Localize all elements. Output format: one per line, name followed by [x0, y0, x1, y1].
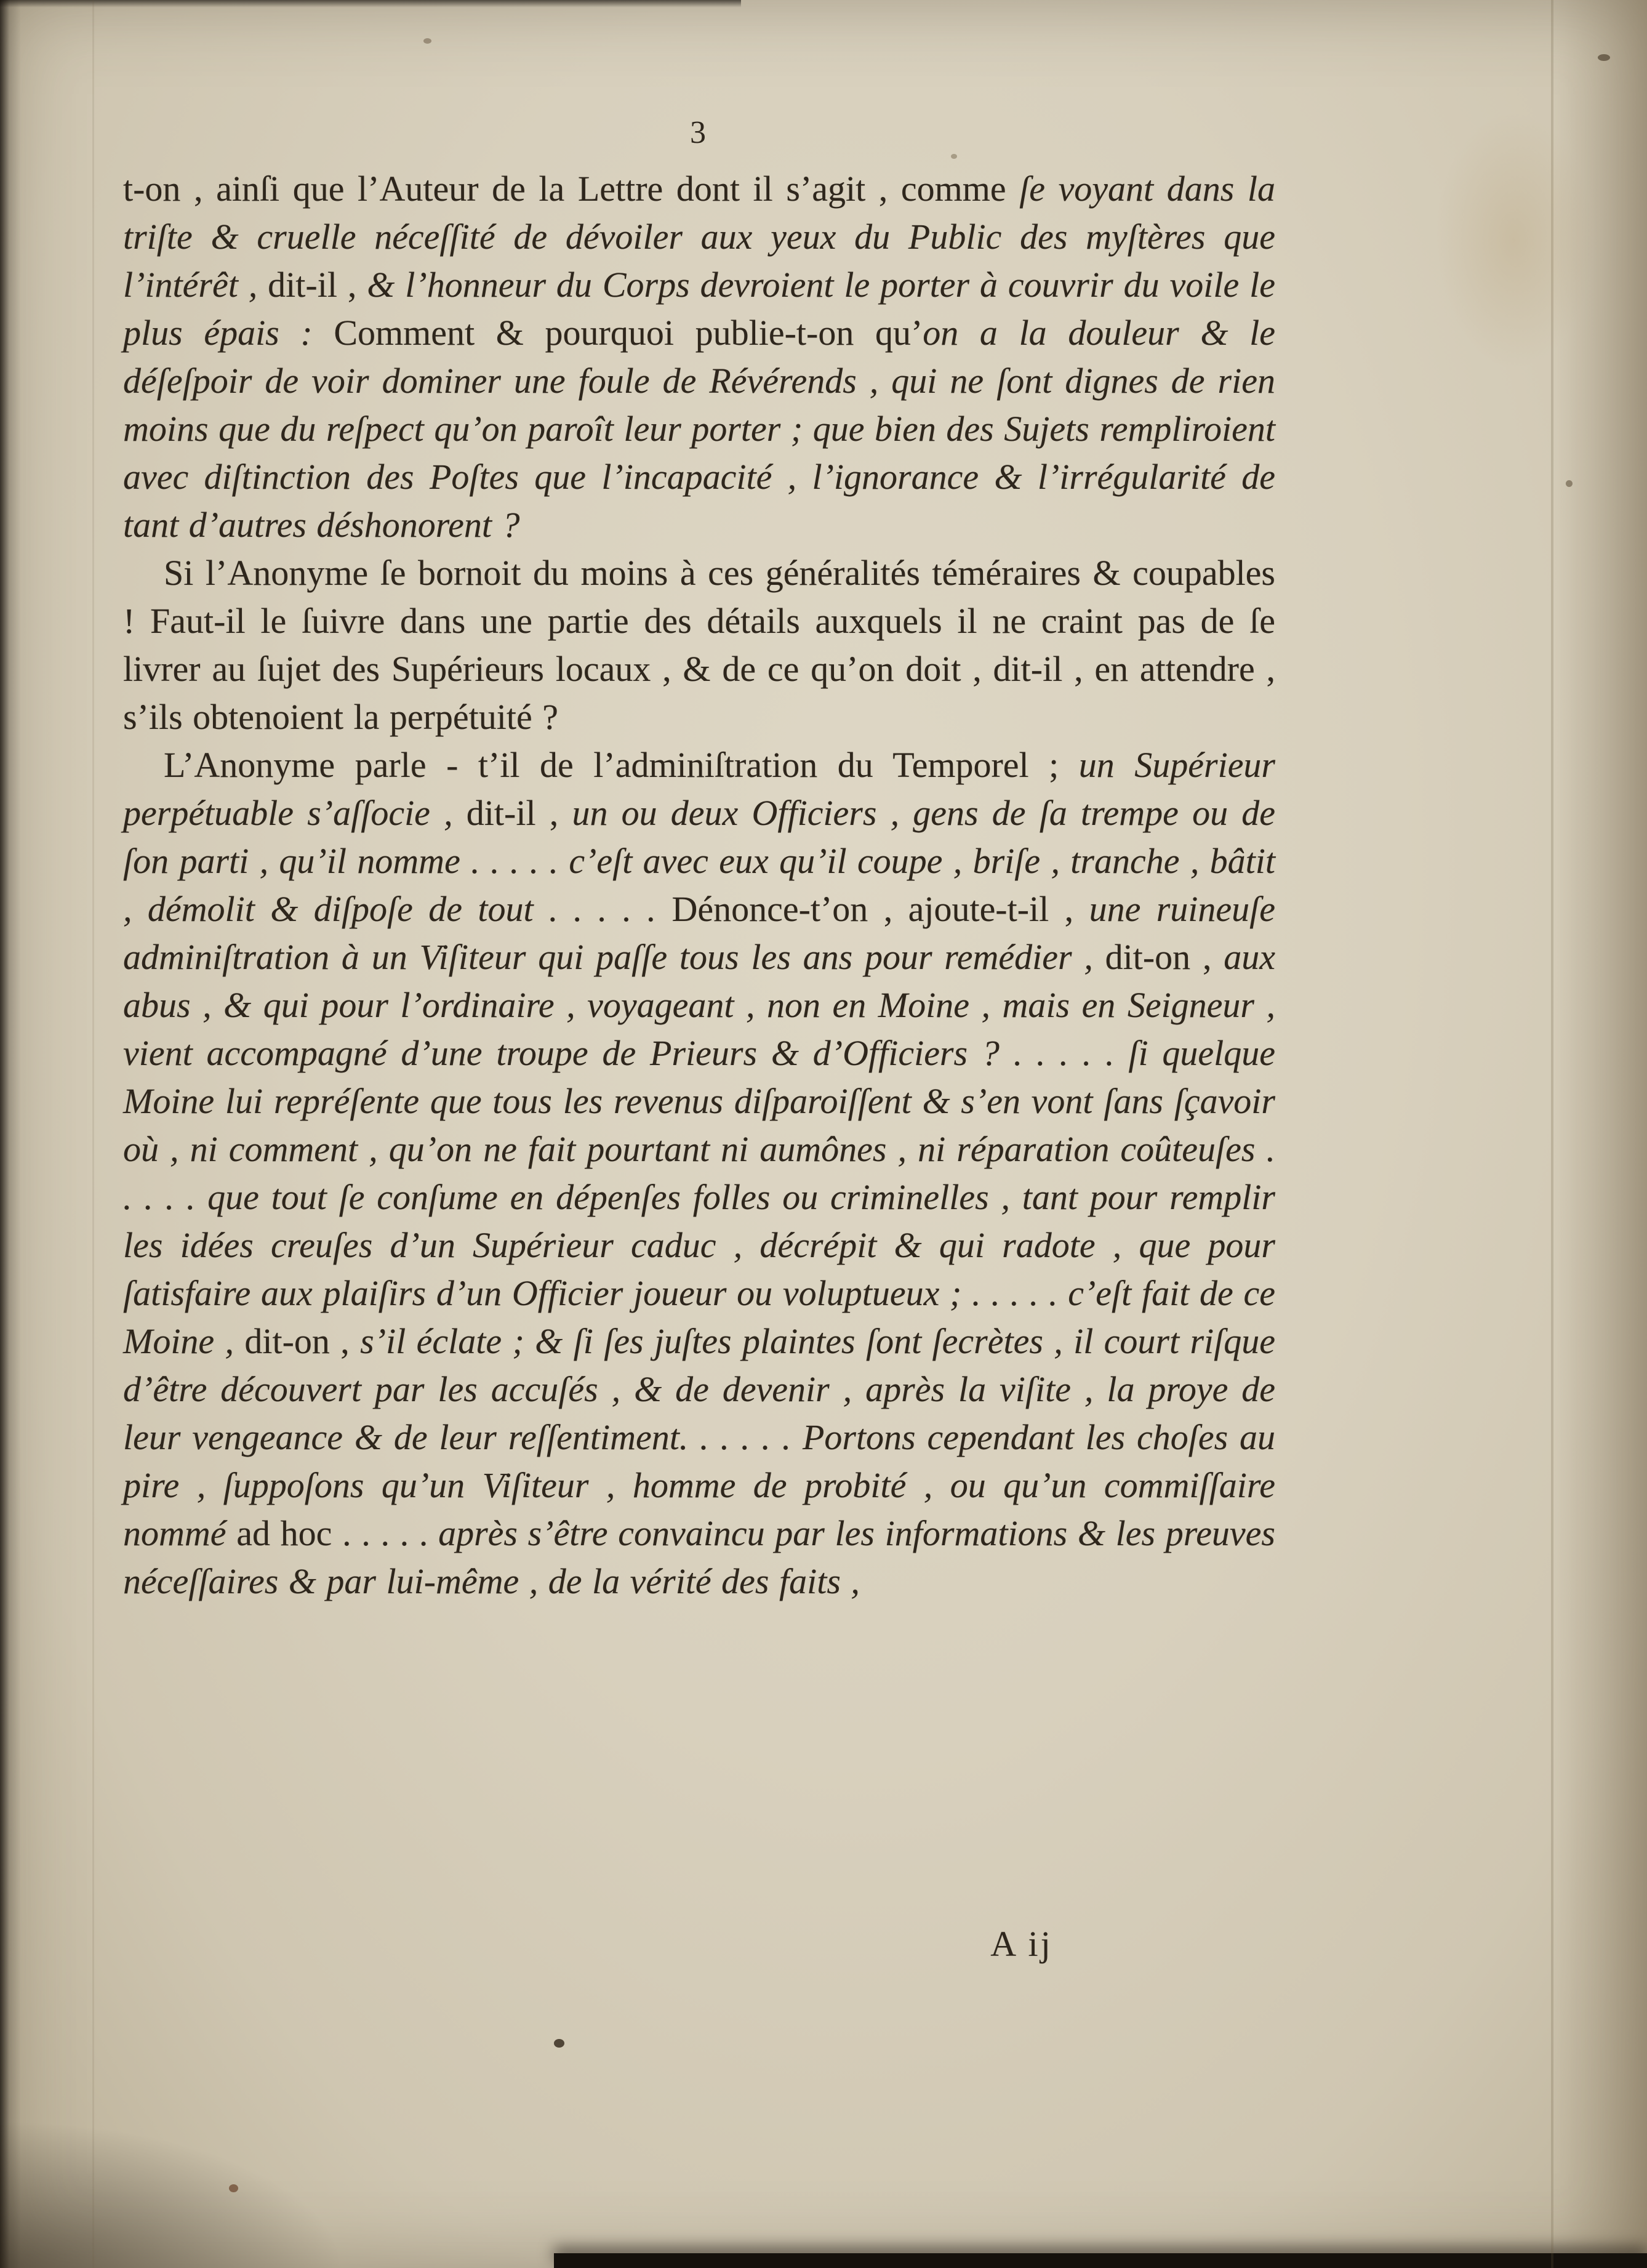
text-segment-roman: dit-il , [268, 265, 367, 305]
stain [951, 154, 957, 159]
signature-mark: A ij [990, 1924, 1053, 1964]
text-segment-roman: L’Anonyme parle - t’il de l’adminiſtration du Temporel ; [164, 745, 1079, 785]
text-segment-roman: Si l’Anonyme ſe bornoit du moins à ces généralités téméraires & coupables ! Faut-il le ſuivre dans une partie des détails auxquels il ne craint pas de ſe livrer au ſujet des Supérieurs locaux , & de ce qu’on doit , dit-il , en attendre , s’ils obtenoient la perpétuité ? [123, 553, 1275, 737]
stain [554, 2039, 564, 2048]
text-segment-roman: dit-il , [466, 793, 572, 833]
page-edge-shadow-right [1555, 0, 1647, 2268]
text-segment-italic: & l’honneur du Corps devroient le porter à couvrir du voile le plus épais : [123, 265, 1275, 353]
text-segment-italic: un Supérieur perpétuable s’aſſocie , [123, 745, 1276, 833]
paper-blotch [1434, 111, 1594, 369]
page-edge-shadow-left [0, 0, 21, 2268]
text-segment-roman: t-on , ainſi que l’Auteur de la Lettre dont il s’agit , comme [123, 169, 1020, 209]
stain [1598, 54, 1610, 61]
text-segment-roman: Dénonce-t’on , ajoute-t-il , [671, 889, 1089, 929]
text-segment-roman: ad hoc . . . . . [236, 1513, 439, 1553]
text-segment-roman: dit-on , [244, 1321, 361, 1361]
paragraph [123, 741, 1275, 1606]
text-segment-italic: après s’être convaincu par les informations & les preuves néceſſaires & par lui-même , de la vérité des faits , [123, 1513, 1275, 1601]
text-segment-roman: Comment & pourquoi publie-t-on qu’ [334, 313, 923, 353]
text-segment-italic: on a la douleur & le déſeſpoir de voir dominer une foule de Révérends , qui ne ſont dignes de rien moins que du reſpect qu’on paroît leur porter ; que bien des Sujets rempliroient avec diſtinction des Poſtes que l’incapacité , l’ignorance & l’irrégularité de tant d’autres déshonorent ? [123, 313, 1276, 545]
text-segment-italic: une ruineuſe adminiſtration à un Viſiteur qui paſſe tous les ans pour remédier , [123, 889, 1275, 977]
paragraph [123, 165, 1275, 549]
paper-crease [92, 0, 94, 2268]
text-segment-italic: aux abus , & qui pour l’ordinaire , voyageant , non en Moine , mais en Seigneur , vient accompagné d’une troupe de Prieurs & d’Officiers ? . . . . . ſi quelque Moine lui repréſente que tous les revenus diſparoiſſent & s’en vont ſans ſçavoir où , ni comment , qu’on ne fait pourtant ni aumônes , ni réparation coûteuſes . . . . . que tout ſe conſume en dépenſes folles ou criminelles , tant pour remplir les idées creuſes d’un Supérieur caduc , décrépit & qui radote , que pour ſatisfaire aux plaiſirs d’un Officier joueur ou voluptueux ; . . . . . c’eſt fait de ce Moine , [123, 937, 1275, 1361]
stain [1566, 480, 1573, 487]
scan-edge-bar [554, 2253, 1647, 2268]
text-block [123, 165, 1275, 1606]
text-segment-italic: s’il éclate ; & ſi ſes juſtes plaintes ſont ſecrètes , il court riſque d’être découvert par les accuſés , & de devenir , après la viſite , la proye de leur vengeance & de leur reſſentiment. . . . . . Portons cependant les choſes au pire , ſuppoſons qu’un Viſiteur , homme de probité , ou qu’un commiſſaire nommé [123, 1321, 1276, 1553]
stain [229, 2184, 238, 2192]
paragraph [123, 549, 1275, 741]
page-edge-shadow-top [0, 0, 741, 7]
text-segment-roman: dit-on , [1105, 937, 1224, 977]
text-segment-italic: ſe voyant dans la triſte & cruelle néceſſité de dévoiler aux yeux du Public des myſtères que l’intérêt , [123, 169, 1275, 305]
page-number: 3 [690, 115, 707, 150]
page-corner-shadow [0, 2120, 345, 2268]
text-segment-italic: un ou deux Officiers , gens de ſa trempe ou de ſon parti , qu’il nomme . . . . . c’eſt avec eux qu’il coupe , briſe , tranche , bâtit , démolit & diſpoſe de tout . . . . . [123, 793, 1276, 929]
stain [423, 38, 431, 44]
